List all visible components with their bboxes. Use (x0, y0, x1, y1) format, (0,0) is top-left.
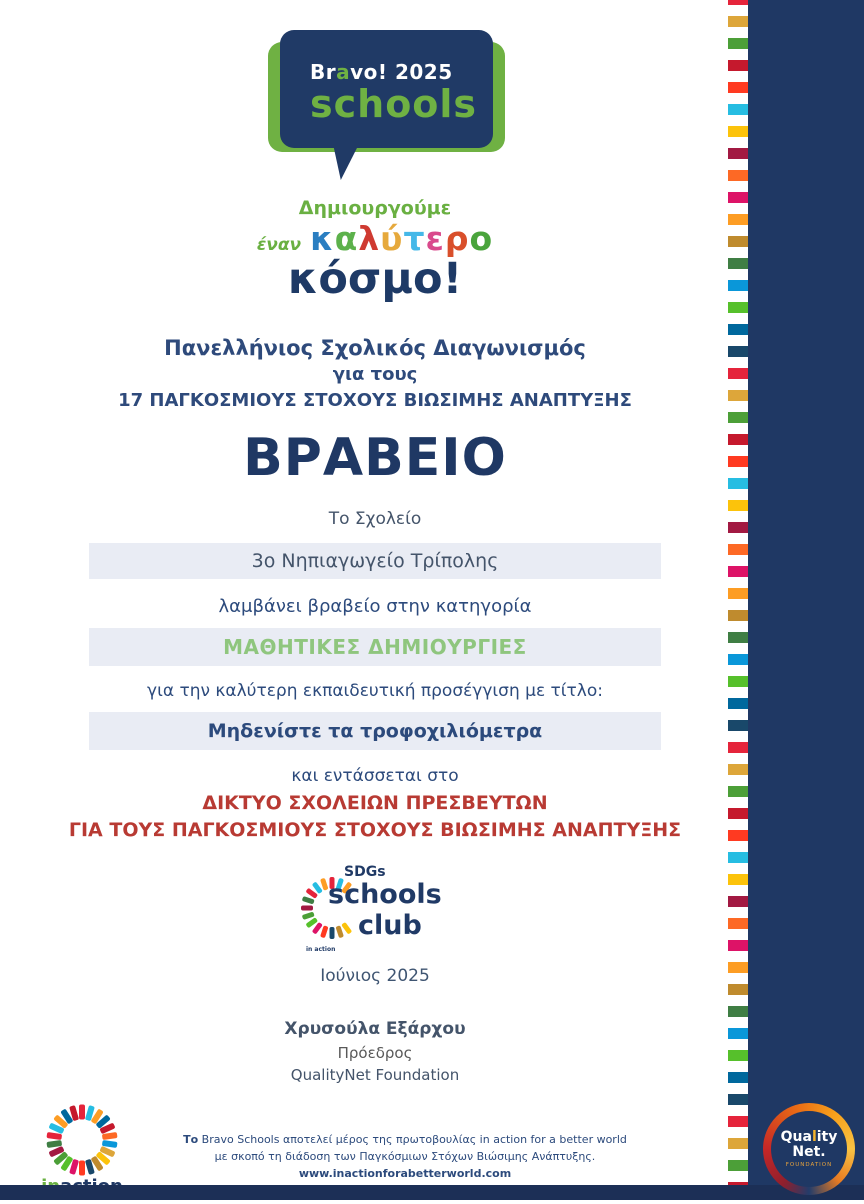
contest-goals-line: 17 ΠΑΓΚΟΣΜΙΟΥΣ ΣΤΟΧΟΥΣ ΒΙΩΣΙΜΗΣ ΑΝΑΠΤΥΞΗΣ (118, 390, 632, 411)
kalytero-letter: ρ (444, 219, 470, 258)
kalytero-letter: λ (358, 219, 381, 258)
date-label: Ιούνιος 2025 (320, 966, 430, 986)
footer-line1 (130, 1131, 680, 1148)
school-name-bar (89, 543, 661, 579)
logo-vo-year-text: vo! 2025 (350, 60, 453, 84)
contest-title: Πανελλήνιος Σχολικός Διαγωνισμός (164, 336, 586, 360)
kalytero-letter: ο (469, 219, 494, 258)
kalytero-letter: τ (403, 219, 426, 258)
category-name: ΜΑΘΗΤΙΚΕΣ ΔΗΜΙΟΥΡΓΙΕΣ (223, 635, 527, 659)
bottom-navy-bar (0, 1185, 864, 1200)
category-bar (89, 628, 661, 666)
qualitynet-l-accent: l (811, 1129, 817, 1145)
award-title: ΒΡΑΒΕΙΟ (243, 428, 507, 488)
certificate-content (10, 0, 740, 1200)
right-navy-panel (748, 0, 864, 1200)
burst-spoke (102, 1132, 118, 1140)
burst-spoke (320, 925, 328, 938)
network-intro-label: και εντάσσεται στο (291, 766, 459, 786)
logo-a-text: a (336, 60, 351, 84)
tagline-kalytero-row (10, 219, 740, 258)
club-club-label: club (358, 910, 422, 941)
project-title: Μηδενίστε τα τροφοχιλιόμετρα (207, 720, 543, 742)
qualitynet-inner (771, 1111, 847, 1187)
qualitynet-foundation-label: FOUNDATION (785, 1162, 833, 1168)
kalytero-letter: ε (425, 219, 445, 258)
burst-spoke (330, 927, 335, 939)
project-intro-label: για την καλύτερη εκπαιδευτική προσέγγιση με τίτλο: (147, 681, 603, 701)
footer-line1-bold: Το (183, 1133, 199, 1146)
burst-spoke (301, 906, 313, 911)
tagline-dimiourgoume: Δημιουργούμε (298, 197, 452, 219)
kalytero-letter: κ (310, 219, 335, 258)
word-kosmo: κόσμο! (287, 254, 463, 304)
footer-line1-rest: Bravo Schools αποτελεί μέρος της πρωτοβουλίας in action for a better world (198, 1133, 627, 1146)
word-enan: έναν (256, 235, 302, 255)
logo-schools-label: schools (310, 82, 478, 126)
club-schools-label: schools (328, 879, 442, 910)
footer-paragraph (130, 1131, 680, 1182)
qualitynet-net-label: Net. (792, 1144, 826, 1160)
club-inaction-label: in action (306, 946, 336, 953)
contest-subtitle: για τους (332, 364, 418, 385)
footer-website: www.inactionforabetterworld.com (298, 1167, 512, 1180)
network-line1: ΔΙΚΤΥΟ ΣΧΟΛΕΙΩΝ ΠΡΕΣΒΕΥΤΩΝ (202, 792, 548, 814)
burst-spoke (79, 1161, 85, 1176)
kalytero-letter: ύ (380, 219, 404, 258)
footer-line2: με σκοπό τη διάδοση των Παγκόσμιων Στόχων Βιώσιμης Ανάπτυξης. (214, 1150, 596, 1163)
sdgs-schools-club-logo (298, 858, 478, 958)
qualitynet-quality-label: Quality (780, 1129, 838, 1145)
signature-name: Χρυσούλα Εξάρχου (284, 1019, 466, 1039)
signature-org: QualityNet Foundation (290, 1066, 460, 1084)
school-intro-label: Το Σχολείο (328, 509, 422, 529)
word-kalytero (310, 219, 493, 258)
school-name: 3ο Νηπιαγωγείο Τρίπολης (251, 550, 499, 572)
category-intro-label: λαμβάνει βραβείο στην κατηγορία (218, 596, 532, 617)
club-sdgs-label: SDGs (344, 864, 386, 880)
qualitynet-logo (763, 1103, 855, 1195)
project-title-bar (89, 712, 661, 750)
logo-br-text: Br (310, 60, 337, 84)
network-line2: ΓΙΑ ΤΟΥΣ ΠΑΓΚΟΣΜΙΟΥΣ ΣΤΟΧΟΥΣ ΒΙΩΣΙΜΗΣ ΑΝΑΠΤΥΞΗΣ (68, 819, 682, 841)
signature-role: Πρόεδρος (337, 1044, 413, 1062)
burst-spoke (79, 1105, 85, 1120)
kalytero-letter: α (334, 219, 359, 258)
